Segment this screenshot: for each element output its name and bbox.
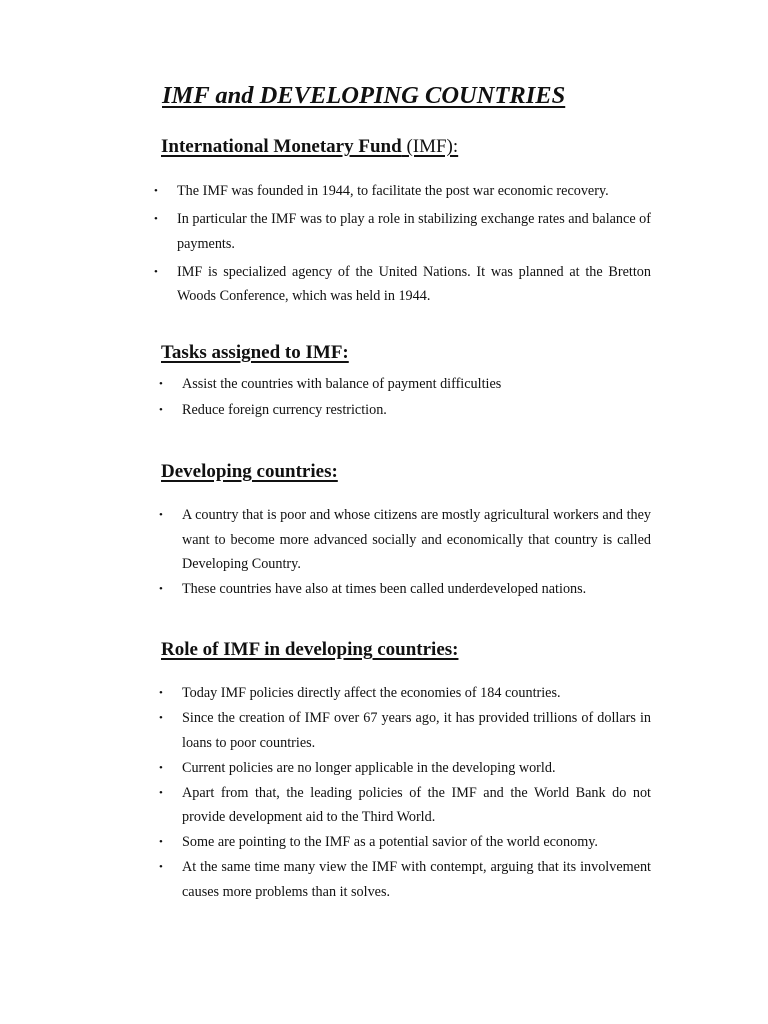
document-title: IMF and DEVELOPING COUNTRIES — [162, 82, 566, 109]
bullet-icon: • — [159, 786, 163, 799]
list-item-text: A country that is poor and whose citizens are mostly agricultural workers and they want to become more advanced socially and economically that country is called Developing Country. — [182, 507, 651, 572]
list-item-text: Since the creation of IMF over 67 years ago, it has provided trillions of dollars in loans to poor countries. — [182, 710, 651, 751]
list-item — [159, 781, 651, 830]
list-item-text: Today IMF policies directly affect the economies of 184 countries. — [182, 685, 561, 701]
bullet-icon: • — [154, 185, 158, 197]
developing-bullet-list — [159, 503, 651, 602]
list-item-text: The IMF was founded in 1944, to facilitate the post war economic recovery. — [177, 183, 609, 199]
list-item-text: Apart from that, the leading policies of the IMF and the World Bank do not provide development aid to the Third World. — [182, 784, 651, 825]
list-item — [159, 577, 651, 602]
list-item — [154, 260, 651, 309]
bullet-icon: • — [159, 761, 163, 774]
list-item-text: In particular the IMF was to play a role in stabilizing exchange rates and balance of payments. — [177, 211, 651, 252]
list-item — [159, 756, 651, 781]
bullet-icon: • — [159, 712, 163, 724]
imf-bullet-list — [154, 179, 651, 312]
list-item-text: Current policies are no longer applicable in the developing world. — [182, 759, 556, 776]
section-heading-imf-suffix: (IMF): — [401, 136, 459, 157]
list-item — [159, 855, 651, 904]
section-heading-role: Role of IMF in developing countries: — [161, 639, 459, 660]
list-item — [154, 207, 651, 256]
bullet-icon: • — [159, 509, 163, 521]
list-item-text: Some are pointing to the IMF as a potential savior of the world economy. — [182, 834, 598, 850]
section-heading-imf-main: International Monetary Fund — [161, 136, 402, 157]
bullet-icon: • — [159, 583, 163, 595]
list-item — [159, 706, 651, 755]
bullet-icon: • — [159, 861, 163, 873]
list-item-text: Assist the countries with balance of payment difficulties — [182, 376, 502, 392]
list-item — [154, 179, 651, 204]
section-heading-tasks: Tasks assigned to IMF: — [161, 342, 349, 363]
list-item-text: Reduce foreign currency restriction. — [182, 401, 387, 418]
list-item — [159, 830, 651, 855]
bullet-icon: • — [154, 265, 158, 278]
section-heading-imf — [161, 136, 458, 158]
bullet-icon: • — [159, 687, 163, 699]
tasks-bullet-list — [159, 372, 651, 423]
list-item-text: IMF is specialized agency of the United Nations. It was planned at the Bretton Woods Conference, which was held in 1944. — [177, 263, 651, 304]
role-bullet-list — [159, 681, 651, 905]
list-item — [159, 398, 651, 423]
list-item-text: At the same time many view the IMF with contempt, arguing that its involvement causes more problems than it solves. — [182, 859, 651, 900]
bullet-icon: • — [159, 378, 163, 390]
list-item-text: These countries have also at times been called underdeveloped nations. — [182, 581, 587, 597]
bullet-icon: • — [154, 213, 158, 225]
bullet-icon: • — [159, 836, 163, 848]
section-heading-developing: Developing countries: — [161, 461, 338, 482]
list-item — [159, 372, 651, 397]
list-item — [159, 681, 651, 706]
list-item — [159, 503, 651, 577]
bullet-icon: • — [159, 403, 163, 416]
